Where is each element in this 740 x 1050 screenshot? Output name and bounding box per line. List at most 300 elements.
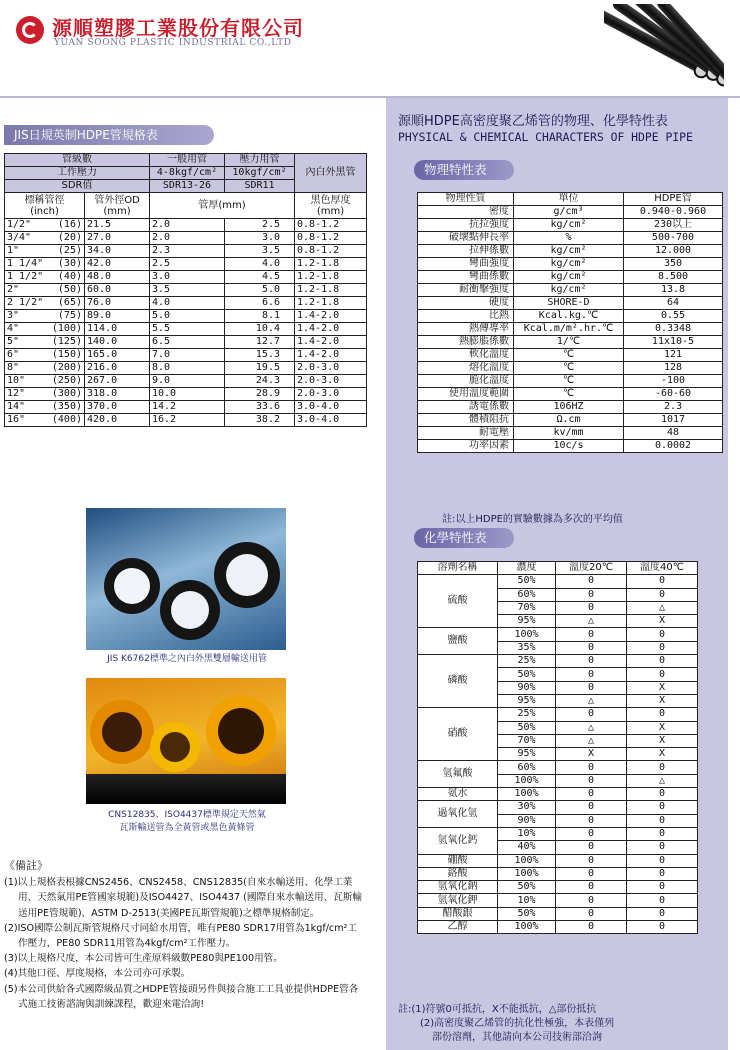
gas-pipe-photo xyxy=(86,678,286,804)
temp20-cell: 0 xyxy=(556,894,627,907)
concentration-cell: 100% xyxy=(498,854,556,867)
concentration-cell: 50% xyxy=(498,668,556,681)
od-cell: 420.0 xyxy=(85,414,150,427)
concentration-cell: 90% xyxy=(498,814,556,827)
nominal-inch: 1 1/4" xyxy=(7,258,44,269)
black-thickness-cell: 1.2-1.8 xyxy=(295,258,367,271)
unit-cell: 10c/s xyxy=(514,440,624,453)
solvent-name-cell: 氫氧化鉀 xyxy=(418,894,498,907)
physical-row xyxy=(418,427,723,440)
nominal-mm: (400) xyxy=(51,414,82,425)
pipes-photo xyxy=(604,4,724,90)
nominal-inch: 8" xyxy=(7,362,20,373)
concentration-cell: 95% xyxy=(498,748,556,761)
temp40-cell: X xyxy=(627,694,698,707)
general-wall-cell: 7.0 xyxy=(150,349,225,362)
chemical-row xyxy=(418,761,698,774)
nominal-size-cell xyxy=(5,375,85,388)
solvent-name-cell: 磷酸 xyxy=(418,655,498,708)
property-cell: 使用溫度範圍 xyxy=(418,388,514,401)
physical-row xyxy=(418,232,723,245)
od-cell: 48.0 xyxy=(85,271,150,284)
jis-row xyxy=(5,284,367,297)
company-name-en: YUAN SOONG PLASTIC INDUSTRIAL CO.,LTD xyxy=(54,38,292,48)
value-cell: -60-60 xyxy=(624,388,723,401)
concentration-cell: 95% xyxy=(498,615,556,628)
nominal-size-cell xyxy=(5,362,85,375)
nominal-inch: 10" xyxy=(7,375,26,386)
temp20-cell: 0 xyxy=(556,814,627,827)
unit-cell: kg/cm² xyxy=(514,271,624,284)
property-cell: 耐電壓 xyxy=(418,427,514,440)
temp40-cell: 0 xyxy=(627,641,698,654)
left-panel xyxy=(0,98,372,1050)
photo2-caption: CNS12835、ISO4437標準規定天然氣 瓦斯輸送管為全黃管或黑色黃條管 xyxy=(108,810,266,833)
concentration-cell: 100% xyxy=(498,921,556,934)
value-cell: 12.000 xyxy=(624,245,723,258)
value-cell: 0.940-0.960 xyxy=(624,206,723,219)
general-wall-cell: 3.0 xyxy=(150,271,225,284)
solvent-name-cell: 氫氧化鈉 xyxy=(418,881,498,894)
black-thickness-cell: 2.0-3.0 xyxy=(295,375,367,388)
unit-cell: g/cm³ xyxy=(514,206,624,219)
chemical-section-label: 化學特性表 xyxy=(414,528,514,548)
general-wall-cell: 8.0 xyxy=(150,362,225,375)
notes-title: 《備註》 xyxy=(4,859,48,872)
physical-row xyxy=(418,271,723,284)
nominal-inch: 3" xyxy=(7,310,20,321)
physical-row xyxy=(418,245,723,258)
temp20-cell: 0 xyxy=(556,907,627,920)
temp20-cell: 0 xyxy=(556,628,627,641)
pressure-wall-cell: 10.4 xyxy=(225,323,295,336)
nominal-size-cell xyxy=(5,271,85,284)
general-wall-cell: 16.2 xyxy=(150,414,225,427)
jis-row xyxy=(5,362,367,375)
black-thickness-cell: 1.2-1.8 xyxy=(295,271,367,284)
od-cell: 60.0 xyxy=(85,284,150,297)
temp20-cell: 0 xyxy=(556,827,627,840)
nominal-inch: 14" xyxy=(7,401,26,412)
company-logo xyxy=(16,16,44,44)
concentration-cell: 50% xyxy=(498,881,556,894)
photo1-caption: JIS K6762標準之內白外黑雙層輸送用管 xyxy=(107,654,267,664)
nominal-size-cell xyxy=(5,349,85,362)
chemical-row xyxy=(418,655,698,668)
temp40-cell: X xyxy=(627,734,698,747)
pressure-wall-cell: 38.2 xyxy=(225,414,295,427)
temp40-cell: X xyxy=(627,615,698,628)
property-cell: 耐衝擊強度 xyxy=(418,284,514,297)
physical-row xyxy=(418,219,723,232)
unit-cell: SHORE-D xyxy=(514,297,624,310)
unit-cell: kg/cm² xyxy=(514,284,624,297)
od-cell: 21.5 xyxy=(85,219,150,232)
value-cell: 8.500 xyxy=(624,271,723,284)
pressure-wall-cell: 24.3 xyxy=(225,375,295,388)
concentration-cell: 40% xyxy=(498,841,556,854)
temp20-cell: 0 xyxy=(556,681,627,694)
solvent-name-cell: 硼酸 xyxy=(418,854,498,867)
unit-cell: ℃ xyxy=(514,362,624,375)
pressure-wall-cell: 4.0 xyxy=(225,258,295,271)
chemical-row xyxy=(418,827,698,840)
note-item: (4)其他口徑、厚度規格，本公司亦可承製。 xyxy=(4,968,191,980)
value-cell: 13.8 xyxy=(624,284,723,297)
od-cell: 76.0 xyxy=(85,297,150,310)
black-thickness-cell: 0.8-1.2 xyxy=(295,245,367,258)
property-cell: 脆化溫度 xyxy=(418,375,514,388)
temp40-cell: X xyxy=(627,721,698,734)
wall-header: 管厚(mm) xyxy=(150,193,295,219)
physical-row xyxy=(418,362,723,375)
wp-general: 4-8kgf/cm² xyxy=(150,167,225,180)
concentration-cell: 10% xyxy=(498,827,556,840)
general-wall-cell: 6.5 xyxy=(150,336,225,349)
temp40-cell: 0 xyxy=(627,588,698,601)
concentration-cell: 35% xyxy=(498,641,556,654)
nominal-inch: 12" xyxy=(7,388,26,399)
concentration-cell: 60% xyxy=(498,588,556,601)
jis-row xyxy=(5,388,367,401)
unit-cell: 106HZ xyxy=(514,401,624,414)
chemical-row xyxy=(418,854,698,867)
chemical-row xyxy=(418,788,698,801)
solvent-name-cell: 乙醇 xyxy=(418,921,498,934)
solvent-name-cell: 氨水 xyxy=(418,788,498,801)
temp20-cell: 0 xyxy=(556,867,627,880)
pressure-wall-cell: 3.0 xyxy=(225,232,295,245)
value-cell: 128 xyxy=(624,362,723,375)
note-item: (3)以上規格尺度，本公司皆可生產原料級數PE80與PE100用管。 xyxy=(4,953,283,965)
jis-row xyxy=(5,375,367,388)
nominal-size-cell xyxy=(5,297,85,310)
nominal-size-cell xyxy=(5,388,85,401)
jis-spec-table xyxy=(4,153,367,427)
temp40-cell: 0 xyxy=(627,628,698,641)
temp20-cell: 0 xyxy=(556,801,627,814)
black-header: 黑色厚度 (mm) xyxy=(295,193,367,219)
nominal-inch: 4" xyxy=(7,323,20,334)
general-wall-cell: 4.0 xyxy=(150,297,225,310)
black-thickness-cell: 1.4-2.0 xyxy=(295,310,367,323)
nominal-mm: (100) xyxy=(51,323,82,334)
nominal-size-cell xyxy=(5,284,85,297)
nominal-mm: (200) xyxy=(51,362,82,373)
jis-table-title: JIS日規英制HDPE管規格表 xyxy=(4,125,214,145)
temp20-cell: 0 xyxy=(556,601,627,614)
property-cell: 誘電係數 xyxy=(418,401,514,414)
temp40-cell: X xyxy=(627,681,698,694)
concentration-cell: 95% xyxy=(498,694,556,707)
inner-white-pipe-photo xyxy=(86,508,286,650)
physical-row xyxy=(418,258,723,271)
od-cell: 114.0 xyxy=(85,323,150,336)
general-wall-cell: 2.5 xyxy=(150,258,225,271)
property-cell: 功率因素 xyxy=(418,440,514,453)
general-wall-cell: 14.2 xyxy=(150,401,225,414)
black-thickness-cell: 1.4-2.0 xyxy=(295,336,367,349)
temp20-cell: △ xyxy=(556,615,627,628)
nominal-header: 標稱管徑 (inch) xyxy=(5,193,85,219)
jis-row xyxy=(5,336,367,349)
value-cell: 1017 xyxy=(624,414,723,427)
jis-row xyxy=(5,310,367,323)
physical-row xyxy=(418,310,723,323)
temp20-cell: 0 xyxy=(556,641,627,654)
temp40-cell: X xyxy=(627,748,698,761)
general-wall-cell: 2.3 xyxy=(150,245,225,258)
unit-cell: kv/mm xyxy=(514,427,624,440)
temp40-cell: 0 xyxy=(627,801,698,814)
property-cell: 拉伸係數 xyxy=(418,245,514,258)
temp20-cell: 0 xyxy=(556,921,627,934)
solvent-name-cell: 硝酸 xyxy=(418,708,498,761)
property-cell: 彎曲強度 xyxy=(418,258,514,271)
physical-row xyxy=(418,414,723,427)
pressure-use-header: 壓力用管 xyxy=(225,154,295,167)
grade-header: 管級數 xyxy=(5,154,150,167)
concentration-cell: 10% xyxy=(498,894,556,907)
concentration-cell: 100% xyxy=(498,628,556,641)
sdr-header: SDR值 xyxy=(5,180,150,193)
nominal-mm: (125) xyxy=(51,336,82,347)
value-cell: 500-700 xyxy=(624,232,723,245)
prop-header: 物理性質 xyxy=(418,193,514,206)
nominal-mm: (40) xyxy=(57,271,82,282)
od-cell: 216.0 xyxy=(85,362,150,375)
concentration-cell: 100% xyxy=(498,788,556,801)
note-item: (2)ISO國際公制瓦斯管規格尺寸同給水用管，唯有PE80 SDR17用管為1kgf/cm²工作壓力，PE80 SDR11用管為4kgf/cm²工作壓力。 xyxy=(4,922,357,950)
temp40-cell: △ xyxy=(627,601,698,614)
nominal-size-cell xyxy=(5,219,85,232)
temp20-cell: 0 xyxy=(556,881,627,894)
solvent-name-cell: 氫氧化鈣 xyxy=(418,827,498,854)
pressure-wall-cell: 19.5 xyxy=(225,362,295,375)
property-cell: 軟化溫度 xyxy=(418,349,514,362)
value-cell: 64 xyxy=(624,297,723,310)
physical-row xyxy=(418,206,723,219)
general-wall-cell: 2.0 xyxy=(150,219,225,232)
unit-cell: Kcal.m/m².hr.℃ xyxy=(514,323,624,336)
solvent-name-cell: 過氧化氫 xyxy=(418,801,498,828)
jis-row xyxy=(5,323,367,336)
nominal-size-cell xyxy=(5,336,85,349)
pressure-wall-cell: 3.5 xyxy=(225,245,295,258)
od-cell: 140.0 xyxy=(85,336,150,349)
nominal-inch: 6" xyxy=(7,349,20,360)
temp20-cell: △ xyxy=(556,694,627,707)
concentration-cell: 25% xyxy=(498,708,556,721)
nominal-inch: 2" xyxy=(7,284,20,295)
pressure-wall-cell: 4.5 xyxy=(225,271,295,284)
nominal-size-cell xyxy=(5,401,85,414)
company-name-zh: 源順塑膠工業股份有限公司 xyxy=(52,16,304,40)
chemical-row xyxy=(418,575,698,588)
jis-row xyxy=(5,401,367,414)
temp20-cell: 0 xyxy=(556,708,627,721)
unit-cell: kg/cm² xyxy=(514,245,624,258)
property-cell: 密度 xyxy=(418,206,514,219)
general-wall-cell: 5.0 xyxy=(150,310,225,323)
temp20-cell: 0 xyxy=(556,774,627,787)
right-title-en: PHYSICAL & CHEMICAL CHARACTERS OF HDPE PIPE xyxy=(398,130,693,144)
nominal-inch: 1" xyxy=(7,245,20,256)
pressure-wall-cell: 8.1 xyxy=(225,310,295,323)
chemical-row xyxy=(418,708,698,721)
concentration-cell: 25% xyxy=(498,655,556,668)
temp40-cell: 0 xyxy=(627,788,698,801)
od-cell: 267.0 xyxy=(85,375,150,388)
value-cell: 2.3 xyxy=(624,401,723,414)
chemical-row xyxy=(418,867,698,880)
solvent-name-cell: 硫酸 xyxy=(418,575,498,628)
od-cell: 42.0 xyxy=(85,258,150,271)
solvent-header: 溶劑名稱 xyxy=(418,562,498,575)
temp40-cell: 0 xyxy=(627,668,698,681)
temp40-cell: 0 xyxy=(627,867,698,880)
jis-row xyxy=(5,414,367,427)
chemical-table xyxy=(417,561,698,934)
general-wall-cell: 3.5 xyxy=(150,284,225,297)
value-cell: -100 xyxy=(624,375,723,388)
nominal-mm: (30) xyxy=(57,258,82,269)
jis-row xyxy=(5,245,367,258)
unit-cell: ℃ xyxy=(514,388,624,401)
od-cell: 27.0 xyxy=(85,232,150,245)
nominal-mm: (50) xyxy=(57,284,82,295)
general-wall-cell: 9.0 xyxy=(150,375,225,388)
concentration-cell: 100% xyxy=(498,867,556,880)
nominal-size-cell xyxy=(5,414,85,427)
pressure-wall-cell: 12.7 xyxy=(225,336,295,349)
concentration-cell: 30% xyxy=(498,801,556,814)
od-cell: 370.0 xyxy=(85,401,150,414)
black-thickness-cell: 1.2-1.8 xyxy=(295,297,367,310)
chemical-note: 註:(1)符號0可抵抗，X不能抵抗，△部份抵抗 (2)高密度聚乙烯管的抗化性極強，本表僅列 部份溶劑，其他請向本公司技術部洽詢 xyxy=(398,1004,615,1043)
concentration-cell: 70% xyxy=(498,734,556,747)
nominal-inch: 3/4" xyxy=(7,232,32,243)
temp40-cell: 0 xyxy=(627,841,698,854)
black-thickness-cell: 0.8-1.2 xyxy=(295,232,367,245)
jis-row xyxy=(5,271,367,284)
sdr-general: SDR13-26 xyxy=(150,180,225,193)
temp20-cell: 0 xyxy=(556,854,627,867)
black-thickness-cell: 2.0-3.0 xyxy=(295,362,367,375)
nominal-inch: 2 1/2" xyxy=(7,297,44,308)
pressure-wall-cell: 2.5 xyxy=(225,219,295,232)
value-cell: 350 xyxy=(624,258,723,271)
nominal-size-cell xyxy=(5,323,85,336)
nominal-mm: (300) xyxy=(51,388,82,399)
pressure-wall-cell: 33.6 xyxy=(225,401,295,414)
wp-pressure: 10kgf/cm² xyxy=(225,167,295,180)
property-cell: 熔化溫度 xyxy=(418,362,514,375)
chemical-row xyxy=(418,921,698,934)
temp20-cell: 0 xyxy=(556,761,627,774)
nominal-mm: (250) xyxy=(51,375,82,386)
temp20-cell: △ xyxy=(556,734,627,747)
working-pressure-header: 工作壓力 xyxy=(5,167,150,180)
unit-cell: 1/℃ xyxy=(514,336,624,349)
chemical-row xyxy=(418,907,698,920)
value-cell: 0.3348 xyxy=(624,323,723,336)
unit-cell: % xyxy=(514,232,624,245)
physical-row xyxy=(418,297,723,310)
pressure-wall-cell: 15.3 xyxy=(225,349,295,362)
od-cell: 165.0 xyxy=(85,349,150,362)
general-wall-cell: 5.5 xyxy=(150,323,225,336)
unit-cell: kg/cm² xyxy=(514,219,624,232)
nominal-size-cell xyxy=(5,310,85,323)
value-cell: 121 xyxy=(624,349,723,362)
value-cell: 0.55 xyxy=(624,310,723,323)
temp20-header: 溫度20℃ xyxy=(556,562,627,575)
concentration-cell: 70% xyxy=(498,601,556,614)
temp40-cell: 0 xyxy=(627,881,698,894)
temp20-cell: 0 xyxy=(556,655,627,668)
property-cell: 熱膨脹係數 xyxy=(418,336,514,349)
temp20-cell: X xyxy=(556,748,627,761)
right-title-zh: 源順HDPE高密度聚乙烯管的物理、化學特性表 xyxy=(398,114,668,129)
nominal-size-cell xyxy=(5,245,85,258)
unit-cell: kg/cm² xyxy=(514,258,624,271)
value-cell: 48 xyxy=(624,427,723,440)
unit-header: 單位 xyxy=(514,193,624,206)
nominal-inch: 1 1/2" xyxy=(7,271,44,282)
concentration-cell: 100% xyxy=(498,774,556,787)
nominal-mm: (150) xyxy=(51,349,82,360)
jis-row xyxy=(5,349,367,362)
black-thickness-cell: 1.4-2.0 xyxy=(295,323,367,336)
physical-row xyxy=(418,388,723,401)
nominal-mm: (65) xyxy=(57,297,82,308)
temp40-cell: △ xyxy=(627,774,698,787)
black-thickness-cell: 1.2-1.8 xyxy=(295,284,367,297)
temp40-cell: 0 xyxy=(627,761,698,774)
physical-section-label: 物理特性表 xyxy=(414,160,514,180)
chemical-row xyxy=(418,894,698,907)
conc-header: 濃度 xyxy=(498,562,556,575)
physical-table xyxy=(417,192,723,453)
physical-note: 註:以上HDPE的實驗數據為多次的平均值 xyxy=(442,514,623,525)
unit-cell: ℃ xyxy=(514,375,624,388)
physical-row xyxy=(418,375,723,388)
nominal-inch: 1/2" xyxy=(7,219,32,230)
inner-white-header: 內白外黑管 xyxy=(295,154,367,193)
property-cell: 破壞點伸長率 xyxy=(418,232,514,245)
general-wall-cell: 2.0 xyxy=(150,232,225,245)
chemical-row xyxy=(418,801,698,814)
temp40-cell: 0 xyxy=(627,854,698,867)
notes xyxy=(4,858,366,1012)
chemical-row xyxy=(418,628,698,641)
concentration-cell: 50% xyxy=(498,575,556,588)
value-cell: 230以上 xyxy=(624,219,723,232)
nominal-mm: (16) xyxy=(57,219,82,230)
pressure-wall-cell: 6.6 xyxy=(225,297,295,310)
temp20-cell: 0 xyxy=(556,788,627,801)
nominal-mm: (25) xyxy=(57,245,82,256)
property-cell: 體積阻抗 xyxy=(418,414,514,427)
od-cell: 89.0 xyxy=(85,310,150,323)
unit-cell: ℃ xyxy=(514,349,624,362)
concentration-cell: 90% xyxy=(498,681,556,694)
physical-row xyxy=(418,323,723,336)
concentration-cell: 50% xyxy=(498,721,556,734)
jis-row xyxy=(5,232,367,245)
pressure-wall-cell: 28.9 xyxy=(225,388,295,401)
